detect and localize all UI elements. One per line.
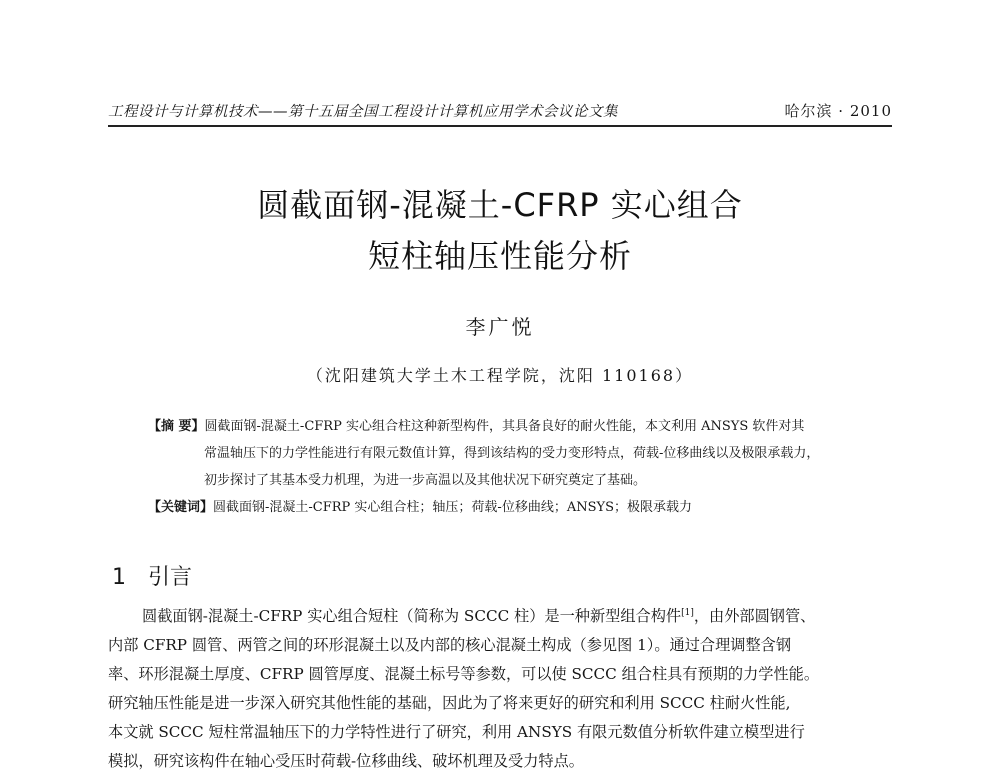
section-heading	[112, 560, 192, 591]
keywords-line	[148, 494, 893, 521]
abstract-line: 初步探讨了其基本受力机理，为进一步高温以及其他状况下研究奠定了基础。	[204, 473, 647, 488]
conference-location-year: 哈尔滨 · 2010	[784, 102, 892, 120]
author-affiliation: （沈阳建筑大学土木工程学院，沈阳 110168）	[306, 366, 694, 385]
abstract-line: 常温轴压下的力学性能进行有限元数值计算，得到该结构的受力变形特点，荷载-位移曲线以及极限承载力，	[204, 446, 820, 461]
body-line: 本文就 SCCC 短柱常温轴压下的力学特性进行了研究，利用 ANSYS 有限元数值分析软件建立模型进行	[108, 723, 805, 741]
abstract-block	[148, 413, 893, 521]
section-number: 1	[112, 565, 126, 590]
body-line: 研究轴压性能是进一步深入研究其他性能的基础，因此为了将来更好的研究和利用 SCCC 柱耐火性能,	[108, 694, 791, 712]
abstract-line	[148, 413, 893, 440]
keywords-tag: 【关键词】	[148, 500, 214, 515]
body-line: 模拟，研究该构件在轴心受压时荷载-位移曲线、破坏机理及受力特点。	[108, 752, 584, 770]
proceedings-title: 工程设计与计算机技术——第十五届全国工程设计计算机应用学术会议论文集	[108, 104, 618, 120]
abstract-tag: 【摘 要】	[148, 419, 205, 434]
keywords-text: 圆截面钢-混凝土-CFRP 实心组合柱；轴压；荷载-位移曲线；ANSYS；极限承载力	[213, 500, 692, 515]
running-header	[108, 99, 892, 127]
body-line: 内部 CFRP 圆管、两管之间的环形混凝土以及内部的核心混凝土构成（参见图 1）。通过合理调整含钢	[108, 636, 792, 654]
citation-ref[interactable]: [1]	[681, 607, 694, 618]
section-title: 引言	[148, 565, 193, 590]
paper-title-line-2: 短柱轴压性能分析	[367, 237, 632, 275]
body-paragraph	[108, 602, 896, 776]
body-text-segment: ，由外部圆钢管、	[693, 607, 816, 625]
abstract-text: 圆截面钢-混凝土-CFRP 实心组合柱这种新型构件，其具备良好的耐火性能，本文利用 ANSYS 软件对其	[204, 419, 805, 434]
paper-title-line-1: 圆截面钢-混凝土-CFRP 实心组合	[257, 186, 743, 224]
body-line	[108, 602, 896, 631]
body-text-segment: 圆截面钢-混凝土-CFRP 实心组合短柱（简称为 SCCC 柱）是一种新型组合构件	[142, 607, 682, 625]
author-name: 李广悦	[465, 315, 535, 339]
body-line: 率、环形混凝土厚度、CFRP 圆管厚度、混凝土标号等参数，可以使 SCCC 组合柱具有预期的力学性能。	[108, 665, 820, 683]
